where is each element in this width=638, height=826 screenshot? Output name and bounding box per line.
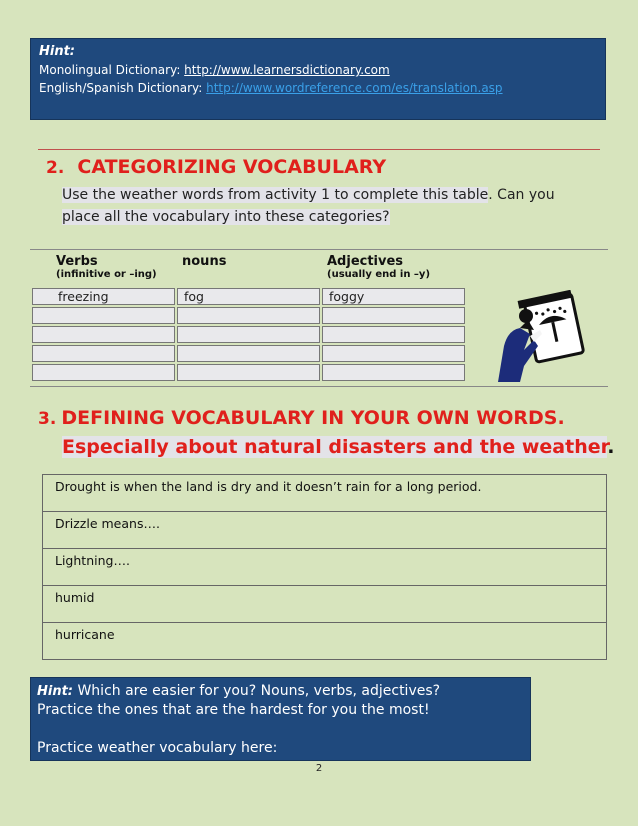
header-adjectives-sub: (usually end in –y)	[327, 269, 431, 280]
instructions-rest: . Can you	[488, 187, 555, 203]
vocabulary-table	[30, 286, 467, 383]
definition-cell[interactable]: Drought is when the land is dry and it doesn’t rain for a long period.	[43, 475, 607, 512]
instructions-highlight: Use the weather words from activity 1 to complete this table	[62, 187, 489, 203]
header-verbs: Verbs	[56, 254, 98, 269]
verb-cell[interactable]	[32, 364, 175, 381]
table-row	[32, 307, 465, 324]
spanish-dictionary-line	[39, 79, 597, 97]
verb-cell[interactable]	[32, 345, 175, 362]
table-row	[32, 326, 465, 343]
table-row	[43, 512, 607, 549]
hint-title: Hint:	[37, 684, 74, 699]
table-row	[32, 364, 465, 381]
definition-cell[interactable]: Lightning….	[43, 549, 607, 586]
practice-hint-box	[30, 677, 531, 761]
practice-hint-line3: Practice weather vocabulary here:	[37, 740, 278, 756]
table-row	[43, 586, 607, 623]
section2-heading	[46, 156, 386, 178]
definition-cell[interactable]: hurricane	[43, 623, 607, 660]
verb-cell[interactable]	[32, 307, 175, 324]
red-divider	[38, 149, 600, 150]
noun-cell[interactable]	[177, 345, 320, 362]
table-row	[32, 288, 465, 305]
wordreference-link[interactable]: http://www.wordreference.com/es/translation.asp	[206, 81, 503, 95]
hint-title: Hint:	[39, 44, 76, 59]
section3-number: 3.	[38, 409, 57, 429]
verb-cell[interactable]: freezing	[32, 288, 175, 305]
section3-title-line1: DEFINING VOCABULARY IN YOUR OWN WORDS.	[61, 407, 565, 429]
definition-cell[interactable]: humid	[43, 586, 607, 623]
dictionary-hint-box	[30, 38, 606, 120]
noun-cell[interactable]	[177, 307, 320, 324]
weather-presenter-clipart	[494, 290, 586, 382]
monolingual-label: Monolingual Dictionary:	[39, 63, 185, 77]
section2-instructions	[62, 184, 592, 228]
noun-cell[interactable]	[177, 364, 320, 381]
noun-cell[interactable]	[177, 326, 320, 343]
header-adjectives: Adjectives	[327, 254, 404, 269]
practice-hint-line1	[37, 682, 524, 701]
adjective-cell[interactable]: foggy	[322, 288, 465, 305]
definitions-table	[42, 474, 607, 660]
practice-hint-line2: Practice the ones that are the hardest for you the most!	[37, 702, 430, 718]
section2-title: CATEGORIZING VOCABULARY	[77, 156, 387, 178]
learners-dictionary-link[interactable]: http://www.learnersdictionary.com	[184, 63, 390, 77]
page-number: 2	[315, 763, 323, 774]
section3-heading	[38, 404, 615, 462]
spanish-label: English/Spanish Dictionary:	[39, 81, 207, 95]
adjective-cell[interactable]	[322, 307, 465, 324]
table-row	[43, 549, 607, 586]
section3-title-period: .	[607, 436, 615, 458]
noun-cell[interactable]: fog	[177, 288, 320, 305]
definition-cell[interactable]: Drizzle means….	[43, 512, 607, 549]
table-row	[43, 623, 607, 660]
section2-number: 2.	[46, 158, 65, 178]
table-top-rule	[30, 249, 608, 250]
monolingual-dictionary-line	[39, 61, 597, 79]
table-bottom-rule	[30, 386, 608, 387]
adjective-cell[interactable]	[322, 326, 465, 343]
adjective-cell[interactable]	[322, 364, 465, 381]
table-row	[43, 475, 607, 512]
hint-question: Which are easier for you? Nouns, verbs, adjectives?	[73, 683, 441, 699]
verb-cell[interactable]	[32, 326, 175, 343]
instructions-line2: place all the vocabulary into these categories?	[62, 209, 390, 225]
header-verbs-sub: (infinitive or –ing)	[56, 269, 157, 280]
adjective-cell[interactable]	[322, 345, 465, 362]
table-row	[32, 345, 465, 362]
header-nouns: nouns	[182, 254, 227, 269]
section3-title-line2: Especially about natural disasters and the weather	[62, 436, 608, 458]
